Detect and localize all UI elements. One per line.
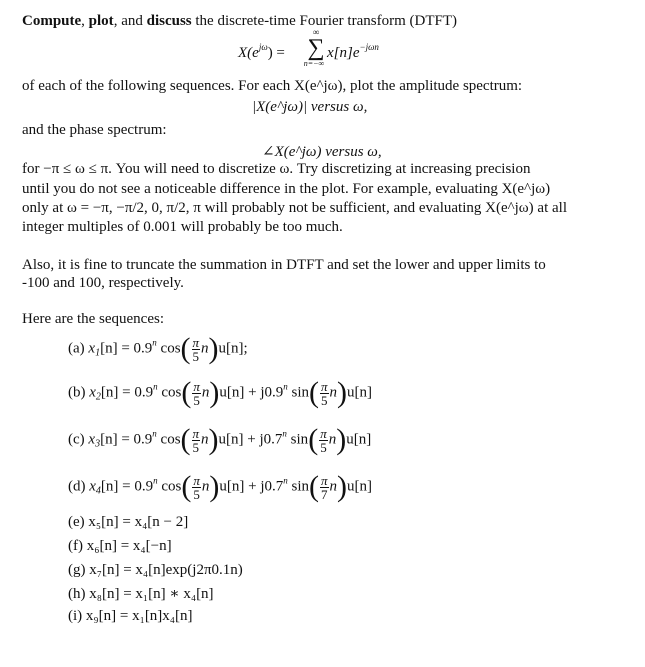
para2-line1: Also, it is fine to truncate the summation in DTFT and set the lower and upper limits to	[22, 257, 546, 273]
sequence-g: (g) x₇[n] = x₄[n]exp(j2π0.1n)	[68, 562, 243, 578]
sequence-b: (b) $x_2[n] = 0.9^n$ cos( $\frac{\pi}{5}$ $n)u[n] + j0.9^n$ sin( $\frac{\pi}{5}$ n)u[n]	[68, 376, 373, 409]
sequence-e: (e) x₅[n] = x₄[n − 2]	[68, 514, 189, 530]
here-sequences: Here are the sequences:	[22, 311, 165, 327]
intro-sep1: ,	[81, 13, 85, 29]
para1-line1: for −π ≤ ω ≤ π. You will need to discretize ω. Try discretizing at increasing precision	[22, 161, 531, 177]
para2-line2: -100 and 100, respectively.	[22, 275, 184, 291]
line-phase: and the phase spectrum:	[22, 122, 167, 138]
dtft-sum: ∞ ∑ n=−∞	[303, 27, 325, 68]
intro-bold-compute: Compute	[22, 13, 82, 29]
phase-formula: ∠X(e^jω) versus ω,	[262, 144, 382, 160]
intro-sep2: , and	[113, 13, 143, 29]
sequence-h: (h) x₈[n] = x₁[n] ∗ x₄[n]	[68, 586, 214, 602]
dtft-term: $x[n]e^{-j\omega n}$	[327, 42, 379, 61]
amplitude-formula: |X(e^jω)| versus ω,	[252, 99, 368, 115]
para1-line4: integer multiples of 0.001 will probably be too much.	[22, 219, 343, 235]
sequence-d: (d) $x_4[n] = 0.9^n$ cos( $\frac{\pi}{5}$ $n)u[n] + j0.7^n$ sin( $\frac{\pi}{7}$ n)u[n]	[68, 470, 373, 503]
intro-bold-discuss: discuss	[146, 13, 192, 29]
line-each: of each of the following sequences. For each X(e^jω), plot the amplitude spectrum:	[22, 78, 523, 94]
para1-line2: until you do not see a noticeable difference in the plot. For example, evaluating X(e^jω)	[22, 181, 551, 197]
sequence-a: (a) $x_1[n] = 0.9^n$ cos( $\frac{\pi}{5}$ n)u[n];	[68, 332, 248, 365]
intro-line	[22, 12, 457, 30]
intro-bold-plot: plot	[88, 13, 114, 29]
dtft-lhs: $X(e^{j\omega})$ =	[238, 42, 285, 61]
intro-rest: the discrete-time Fourier transform (DTFT)	[195, 13, 457, 29]
para1-line3: only at ω = −π, −π/2, 0, π/2, π will probably not be sufficient, and evaluating X(e^jω) at all	[22, 200, 567, 216]
sequence-f: (f) x₆[n] = x₄[−n]	[68, 538, 172, 554]
sequence-i: (i) x₉[n] = x₁[n]x₄[n]	[68, 608, 193, 624]
sequence-c: (c) $x_3[n] = 0.9^n$ cos( $\frac{\pi}{5}$ $n)u[n] + j0.7^n$ sin( $\frac{\pi}{5}$ n)u[n]	[68, 423, 372, 456]
